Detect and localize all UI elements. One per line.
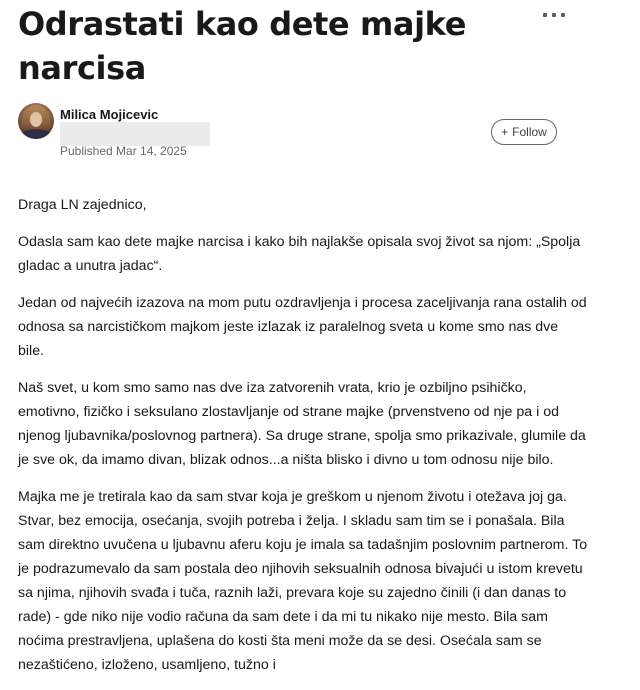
- article-body: [18, 193, 588, 690]
- avatar-face: [30, 112, 42, 127]
- paragraph: Draga LN zajednico,: [18, 197, 147, 213]
- paragraph: Naš svet, u kom smo samo nas dve iza zatvorenih vrata, krio je ozbiljno psihičko, emotivno, fizičko i seksulano zlostavljanje od strane majke (prvenstveno od nje pa i od njenog ljubavnika/poslovnog partnera). Sa druge strane, spolja smo prikazivale, glumile da je sve ok, da imamo divan, blizak odnos...a ništa blisko i divno u tom odnosu nije bilo.: [18, 380, 586, 468]
- plus-icon: +: [501, 125, 509, 139]
- avatar[interactable]: [18, 103, 54, 139]
- more-options-button[interactable]: [543, 8, 565, 22]
- follow-button[interactable]: [491, 119, 557, 145]
- more-horizontal-icon: [552, 13, 556, 17]
- paragraph: Majka me je tretirala kao da sam stvar koja je greškom u njenom životu i otežava joj ga. Stvar, bez emocija, osećanja, svojih potreba i želja. I skladu sam tim se i ponašala. Bila sam direktno uvučena u ljubavnu aferu koju je imala sa tadašnjim poslovnim partnerom. To je podrazumevalo da sam postala deo njihovih seksualnih odnosa bivajući u istom krevetu sa njima, njihovih svađa i tuča, raznih laži, prevara koje su zajedno činili (i dan danas to rade) - gde niko nije vodio računa da sam dete i da mi tu nikako nije mesto. Bila sam noćima prestravljena, uplašena do kosti šta meni može da se desi. Osećala sam se nezaštićeno, izloženo, usamljeno, tužno i: [18, 489, 588, 673]
- more-horizontal-icon: [561, 13, 565, 17]
- published-date: Published Mar 14, 2025: [60, 144, 187, 158]
- paragraph: Odasla sam kao dete majke narcisa i kako bih najlakše opisala svoj život sa njom: „Spolja gladac a unutra jadac“.: [18, 234, 581, 274]
- author-name-link[interactable]: Milica Mojicevic: [60, 107, 159, 122]
- follow-label: Follow: [512, 125, 547, 139]
- more-horizontal-icon: [543, 13, 547, 17]
- article-title: Odrastati kao dete majke narcisa: [18, 5, 467, 87]
- paragraph: Jedan od najvećih izazova na mom putu ozdravljenja i procesa zaceljivanja rana ostalih od odnosa sa narcističkom majkom jeste izlazak iz paralelnog sveta u kome smo nas dve bile.: [18, 295, 587, 359]
- redacted-headline: [60, 122, 210, 146]
- author-block: [18, 103, 563, 163]
- avatar-shoulders: [20, 129, 52, 139]
